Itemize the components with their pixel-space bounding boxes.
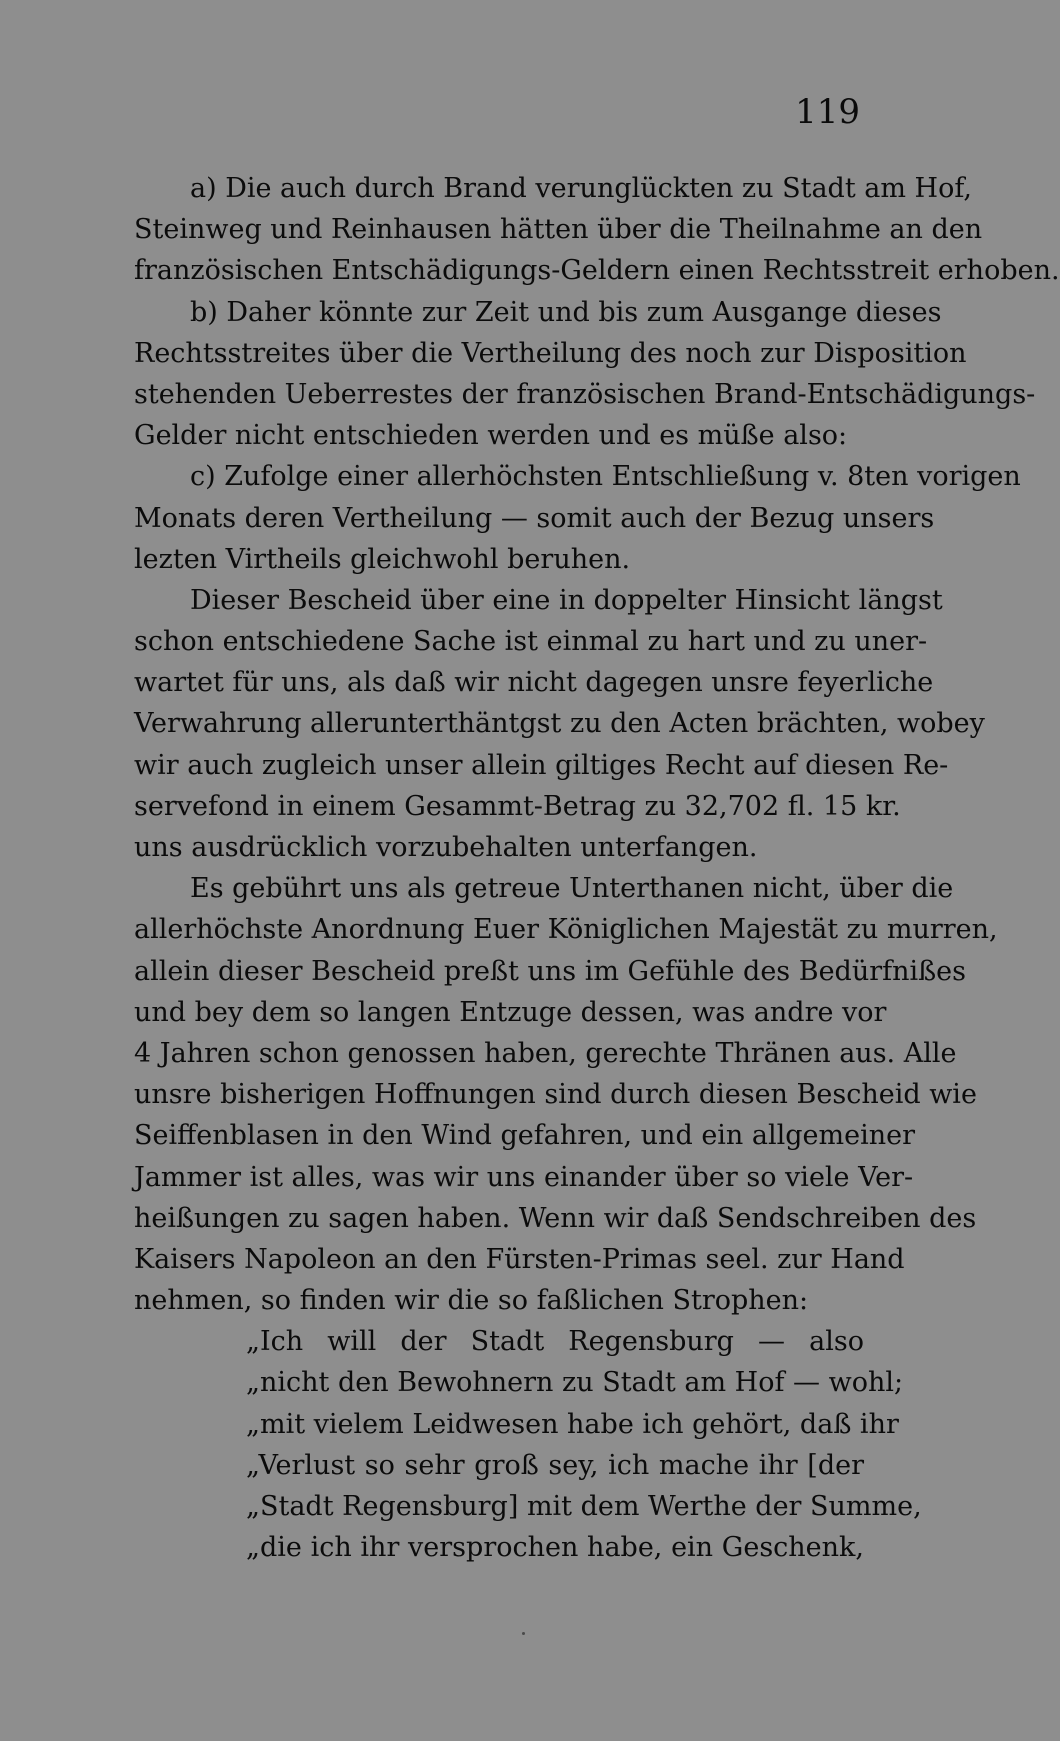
text-line: Steinweg und Reinhausen hätten über die Theilnahme an den <box>134 214 983 246</box>
text-line: 4 Jahren schon genossen haben, gerechte Thränen aus. Alle <box>134 1037 957 1069</box>
text-line: a) Die auch durch Brand verunglückten zu Stadt am Hof, <box>190 173 972 204</box>
text-line: Monats deren Vertheilung — somit auch der Bezug unsers <box>134 502 935 534</box>
text-line: Dieser Bescheid über eine in doppelter Hinsicht längst <box>190 584 943 616</box>
quote-line: „Verlust so sehr groß sey, ich mache ihr [der <box>246 1449 864 1481</box>
text-line: Jammer ist alles, was wir uns einander über so viele Ver- <box>134 1161 914 1193</box>
text-line: wir auch zugleich unser allein giltiges Recht auf diesen Re- <box>134 749 949 781</box>
text-line: unsre bisherigen Hoffnungen sind durch diesen Bescheid wie <box>134 1079 977 1111</box>
quote-line: „Ich will der Stadt Regensburg — also <box>246 1326 864 1358</box>
scan-dot <box>522 1632 525 1635</box>
text-line: Verwahrung allerunterthäntgst zu den Acten brächten, wobey <box>134 708 985 740</box>
quote-line: „Stadt Regensburg] mit dem Werthe der Summe, <box>246 1491 922 1522</box>
quote-line: „mit vielem Leidwesen habe ich gehört, daß ihr <box>246 1408 899 1440</box>
page-number: 119 <box>795 92 860 132</box>
text-line: Rechtsstreites über die Vertheilung des noch zur Disposition <box>134 337 967 369</box>
text-line: allein dieser Bescheid preßt uns im Gefühle des Bedürfnißes <box>134 955 967 987</box>
quote-line: „nicht den Bewohnern zu Stadt am Hof — wohl; <box>246 1367 904 1399</box>
text-line: schon entschiedene Sache ist einmal zu hart und zu uner- <box>134 626 928 658</box>
text-line: Seiffenblasen in den Wind gefahren, und ein allgemeiner <box>134 1120 916 1152</box>
text-line: servefond in einem Gesammt-Betrag zu 32,702 fl. 15 kr. <box>134 790 901 822</box>
text-line: französischen Entschädigungs-Geldern einen Rechtsstreit erhoben. <box>134 255 1060 287</box>
text-line: stehenden Ueberrestes der französischen Brand-Entschädigungs- <box>134 378 1036 410</box>
text-line: uns ausdrücklich vorzubehalten unterfangen. <box>134 832 758 863</box>
text-line: lezten Virtheils gleichwohl beruhen. <box>134 543 631 575</box>
text-line: wartet für uns, als daß wir nicht dagegen unsre feyerliche <box>134 667 934 699</box>
text-line: c) Zufolge einer allerhöchsten Entschließung v. 8ten vorigen <box>190 461 1021 493</box>
text-line: allerhöchste Anordnung Euer Königlichen Majestät zu murren, <box>134 914 998 946</box>
text-line: heißungen zu sagen haben. Wenn wir daß Sendschreiben des <box>134 1202 977 1234</box>
text-line: b) Daher könnte zur Zeit und bis zum Ausgange dieses <box>190 296 942 328</box>
quote-line: „die ich ihr versprochen habe, ein Geschenk, <box>246 1532 864 1564</box>
text-line: Kaisers Napoleon an den Fürsten-Primas seel. zur Hand <box>134 1243 905 1275</box>
text-line: Es gebührt uns als getreue Unterthanen nicht, über die <box>190 873 954 905</box>
text-line: und bey dem so langen Entzuge dessen, was andre vor <box>134 996 887 1028</box>
text-body <box>134 168 1060 1568</box>
text-line: Gelder nicht entschieden werden und es müße also: <box>134 420 848 452</box>
text-line: nehmen, so finden wir die so faßlichen Strophen: <box>134 1285 809 1317</box>
